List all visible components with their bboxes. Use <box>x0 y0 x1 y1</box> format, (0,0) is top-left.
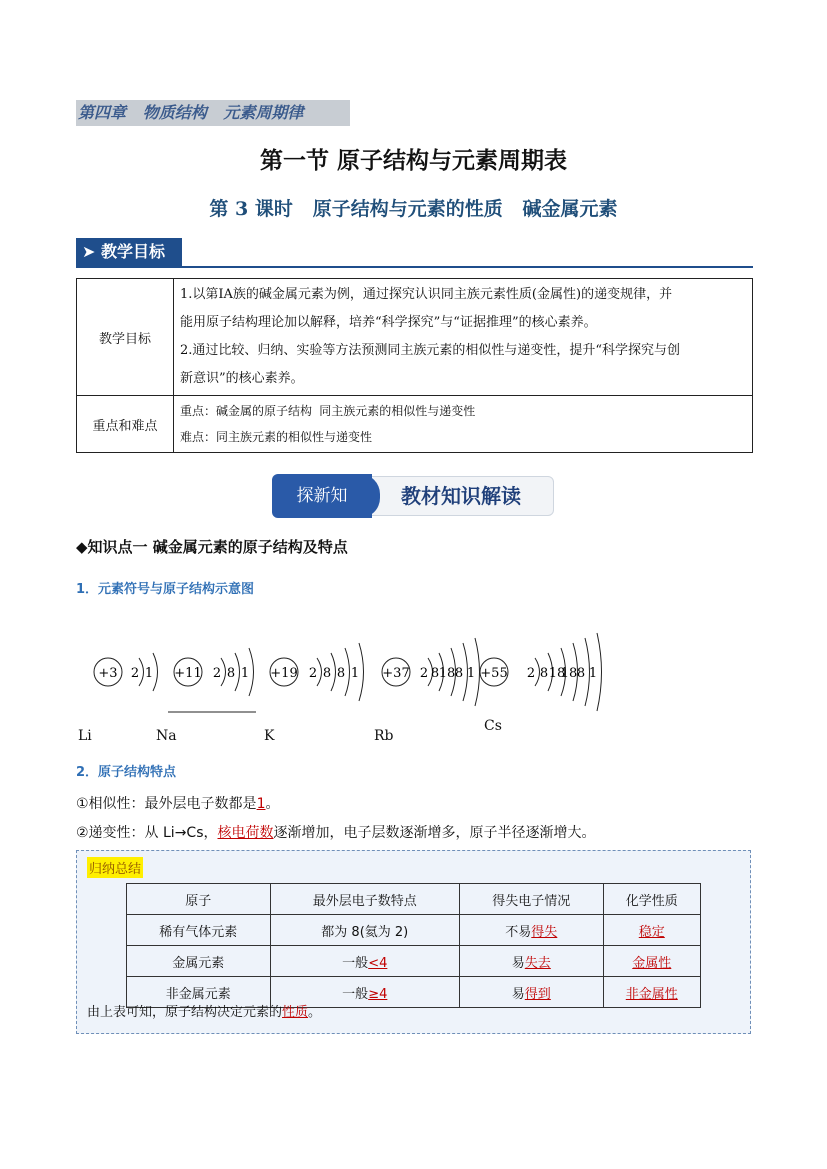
divider <box>76 266 753 268</box>
knowledge-banner <box>272 474 554 518</box>
shell-electron-count: 1 <box>350 666 360 681</box>
nucleus-charge: +19 <box>270 666 298 681</box>
table-cell: 稀有气体元素 <box>127 915 271 946</box>
similarity-line <box>76 793 279 813</box>
shell-electron-count: 2 <box>212 666 222 681</box>
shell-electron-count: 2 <box>419 666 429 681</box>
table-cell: 非金属元素 <box>127 977 271 1008</box>
table-cell: 金属元素 <box>127 946 271 977</box>
shell-electron-count: 8 <box>336 666 346 681</box>
table-cell <box>603 915 700 946</box>
similarity-prefix: ①相似性：最外层电子数都是 <box>76 796 257 812</box>
chapter-heading: 第四章 物质结构 元素周期律 <box>76 100 350 126</box>
cell-answer: 得失 <box>531 924 558 940</box>
trend-line <box>76 822 596 842</box>
nucleus-charge: +3 <box>98 666 118 681</box>
table-cell <box>603 946 700 977</box>
cell-prefix: 不易 <box>505 924 532 940</box>
banner-right: 教材知识解读 <box>368 476 554 516</box>
electron-shell-arc <box>139 658 144 686</box>
electron-shell-arc <box>331 653 336 691</box>
keypoints-body <box>174 396 753 453</box>
cell-prefix: 易 <box>511 955 525 971</box>
atom-diagram-li <box>94 653 158 691</box>
shell-electron-count: 8 <box>576 666 586 681</box>
cell-answer: 金属性 <box>632 955 672 971</box>
cell-prefix: 一般 <box>342 986 369 1002</box>
electron-shell-arc <box>153 653 158 691</box>
cell-answer: 稳定 <box>638 924 665 940</box>
similarity-suffix: 。 <box>265 796 280 812</box>
table-row <box>127 946 701 977</box>
table-cell <box>460 946 604 977</box>
shell-electron-count: 8 <box>430 666 440 681</box>
nucleus-charge: +11 <box>174 666 202 681</box>
goals-line: 2.通过比较、归纳、实验等方法预测同主族元素的相似性与递变性，提升“科学探究与创 <box>180 343 681 358</box>
shell-electron-count: 1 <box>588 666 598 681</box>
shell-electron-count: 2 <box>130 666 140 681</box>
keypoint-line: 重点：碱金属的原子结构 同主族元素的相似性与递变性 <box>180 404 476 418</box>
goals-body <box>174 279 753 396</box>
trend-suffix: 逐渐增加，电子层数逐渐增多，原子半径逐渐增大。 <box>273 825 596 841</box>
goals-table <box>76 278 753 453</box>
cell-prefix: 易 <box>511 986 525 1002</box>
cell-answer: 得到 <box>524 986 551 1002</box>
trend-prefix: ②递变性：从 Li→Cs， <box>76 825 218 841</box>
cell-answer: ≥4 <box>368 986 388 1002</box>
conclusion-answer: 性质 <box>282 1005 309 1020</box>
table-row <box>127 915 701 946</box>
summary-tag: 归纳总结 <box>87 857 143 878</box>
shell-electron-count: 2 <box>308 666 318 681</box>
table-cell <box>460 977 604 1008</box>
cell-answer: 非金属性 <box>625 986 678 1002</box>
shell-electron-count: 18 <box>438 666 456 681</box>
table-cell: 都为 8(氦为 2) <box>270 915 460 946</box>
electron-shell-arc <box>317 658 322 686</box>
cell-answer: <4 <box>368 955 388 971</box>
summary-table <box>126 883 701 1008</box>
atom-diagram-k <box>270 643 364 701</box>
electron-shell-arc <box>535 658 540 686</box>
nucleus-charge: +55 <box>480 666 508 681</box>
element-symbol: K <box>264 728 275 744</box>
shell-electron-count: 1 <box>144 666 154 681</box>
element-symbol: Li <box>78 728 92 744</box>
electron-shell-arc <box>597 633 602 711</box>
nucleus-charge: +37 <box>382 666 410 681</box>
trend-answer: 核电荷数 <box>217 825 274 841</box>
subsection-1-title: 1．元素符号与原子结构示意图 <box>76 582 255 597</box>
electron-shell-arc <box>235 653 240 691</box>
goals-line: 新意识”的核心素养。 <box>180 371 304 386</box>
electron-shell-arc <box>359 643 364 701</box>
summary-box <box>76 850 751 1034</box>
goals-line: 能用原子结构理论加以解释，培养“科学探究”与“证据推理”的核心素养。 <box>180 315 597 330</box>
table-header: 原子 <box>127 884 271 915</box>
element-symbol: Na <box>156 728 177 744</box>
similarity-answer: 1 <box>256 796 266 812</box>
atom-diagram-na <box>174 648 254 696</box>
shell-electron-count: 8 <box>226 666 236 681</box>
atom-diagram-rb <box>382 638 480 706</box>
shell-electron-count: 8 <box>322 666 332 681</box>
element-symbol: Cs <box>484 718 502 734</box>
cell-answer: 失去 <box>524 955 551 971</box>
table-header-row <box>127 884 701 915</box>
goals-line: 1.以第ⅠA族的碱金属元素为例，通过探究认识同主族元素性质(金属性)的递变规律，并 <box>180 287 673 302</box>
electron-shell-arc <box>475 638 480 706</box>
shell-electron-count: 8 <box>539 666 549 681</box>
table-cell <box>270 946 460 977</box>
cell-prefix: 一般 <box>342 955 369 971</box>
summary-conclusion <box>87 1001 321 1020</box>
shell-electron-count: 18 <box>548 666 566 681</box>
electron-shell-arc <box>249 648 254 696</box>
shell-electron-count: 2 <box>526 666 536 681</box>
shell-electron-count: 1 <box>240 666 250 681</box>
teaching-goals-tag: ➤ 教学目标 <box>76 238 182 266</box>
element-symbol: Rb <box>374 728 394 744</box>
shell-electron-count: 8 <box>454 666 464 681</box>
keypoints-head: 重点和难点 <box>77 396 174 453</box>
table-header: 得失电子情况 <box>460 884 604 915</box>
electron-shell-arc <box>221 658 226 686</box>
goals-head: 教学目标 <box>77 279 174 396</box>
knowledge-point-title: ◆知识点一 碱金属元素的原子结构及特点 <box>76 538 348 556</box>
table-header: 最外层电子数特点 <box>270 884 460 915</box>
table-cell <box>460 915 604 946</box>
difficulty-line: 难点：同主族元素的相似性与递变性 <box>180 430 373 444</box>
table-cell <box>603 977 700 1008</box>
conclusion-suffix: 。 <box>308 1005 322 1020</box>
shell-electron-count: 18 <box>560 666 578 681</box>
shell-electron-count: 1 <box>466 666 476 681</box>
subsection-2-title: 2．原子结构特点 <box>76 765 177 780</box>
electron-shell-arc <box>345 648 350 696</box>
atom-diagram-cs <box>480 633 602 711</box>
table-header: 化学性质 <box>603 884 700 915</box>
banner-left: 探新知 <box>272 474 372 518</box>
section-title: 第一节 原子结构与元素周期表 <box>259 147 567 174</box>
lesson-title: 第 3 课时 原子结构与元素的性质 碱金属元素 <box>209 198 618 220</box>
conclusion-prefix: 由上表可知，原子结构决定元素的 <box>87 1005 283 1020</box>
